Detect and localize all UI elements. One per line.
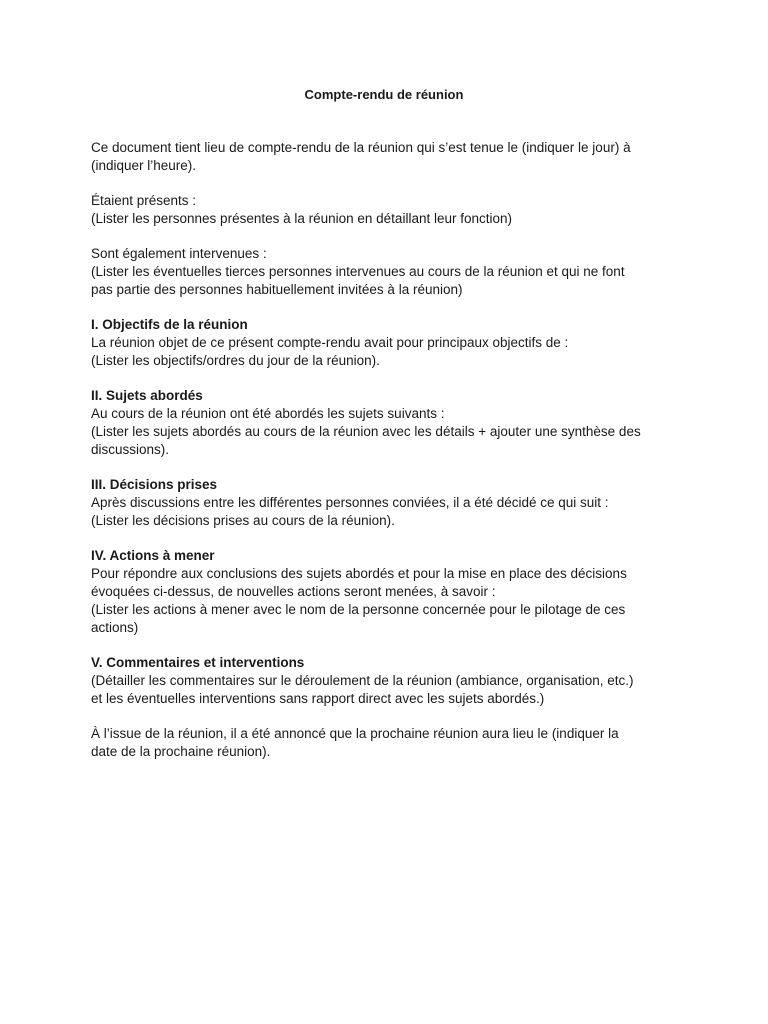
document-body: [91, 139, 696, 778]
section-line: actions): [91, 620, 139, 635]
other-participants-label: Sont également intervenues :: [91, 246, 267, 261]
section-objectives: [91, 316, 696, 370]
section-line: (Détailler les commentaires sur le déroulement de la réunion (ambiance, organisation, etc.): [91, 673, 634, 688]
other-participants-line: (Lister les éventuelles tierces personnes intervenues au cours de la réunion et qui ne font: [91, 264, 625, 279]
other-participants-paragraph: [91, 245, 696, 299]
section-line: (Lister les actions à mener avec le nom de la personne concernée pour le pilotage de ces: [91, 602, 626, 617]
section-heading: II. Sujets abordés: [91, 388, 203, 403]
other-participants-line: pas partie des personnes habituellement invitées à la réunion): [91, 282, 463, 297]
closing-line: date de la prochaine réunion).: [91, 744, 271, 759]
section-decisions: [91, 476, 696, 530]
closing-paragraph: [91, 725, 696, 761]
section-line: et les éventuelles interventions sans rapport direct avec les sujets abordés.): [91, 691, 545, 706]
intro-line: Ce document tient lieu de compte-rendu de la réunion qui s’est tenue le (indiquer le jour) à: [91, 140, 631, 155]
section-heading: I. Objectifs de la réunion: [91, 317, 248, 332]
section-line: (Lister les sujets abordés au cours de la réunion avec les détails + ajouter une synthèse des: [91, 424, 641, 439]
section-line: (Lister les objectifs/ordres du jour de la réunion).: [91, 353, 380, 368]
section-line: Au cours de la réunion ont été abordés les sujets suivants :: [91, 406, 445, 421]
section-actions: [91, 547, 696, 637]
closing-line: À l’issue de la réunion, il a été annoncé que la prochaine réunion aura lieu le (indiquer la: [91, 726, 619, 741]
attendees-paragraph: [91, 192, 696, 228]
section-line: Pour répondre aux conclusions des sujets abordés et pour la mise en place des décisions: [91, 566, 627, 581]
attendees-line: (Lister les personnes présentes à la réunion en détaillant leur fonction): [91, 211, 512, 226]
intro-line: (indiquer l’heure).: [91, 158, 197, 173]
attendees-label: Étaient présents :: [91, 193, 197, 208]
section-heading: IV. Actions à mener: [91, 548, 215, 563]
intro-paragraph: [91, 139, 696, 175]
section-line: discussions).: [91, 442, 170, 457]
section-topics: [91, 387, 696, 459]
section-line: (Lister les décisions prises au cours de la réunion).: [91, 513, 395, 528]
section-line: évoquées ci-dessus, de nouvelles actions seront menées, à savoir :: [91, 584, 496, 599]
document-title: Compte-rendu de réunion: [304, 87, 464, 102]
section-heading: III. Décisions prises: [91, 477, 218, 492]
section-heading: V. Commentaires et interventions: [91, 655, 305, 670]
section-line: Après discussions entre les différentes personnes conviées, il a été décidé ce qui suit :: [91, 495, 609, 510]
section-comments: [91, 654, 696, 708]
section-line: La réunion objet de ce présent compte-rendu avait pour principaux objectifs de :: [91, 335, 569, 350]
